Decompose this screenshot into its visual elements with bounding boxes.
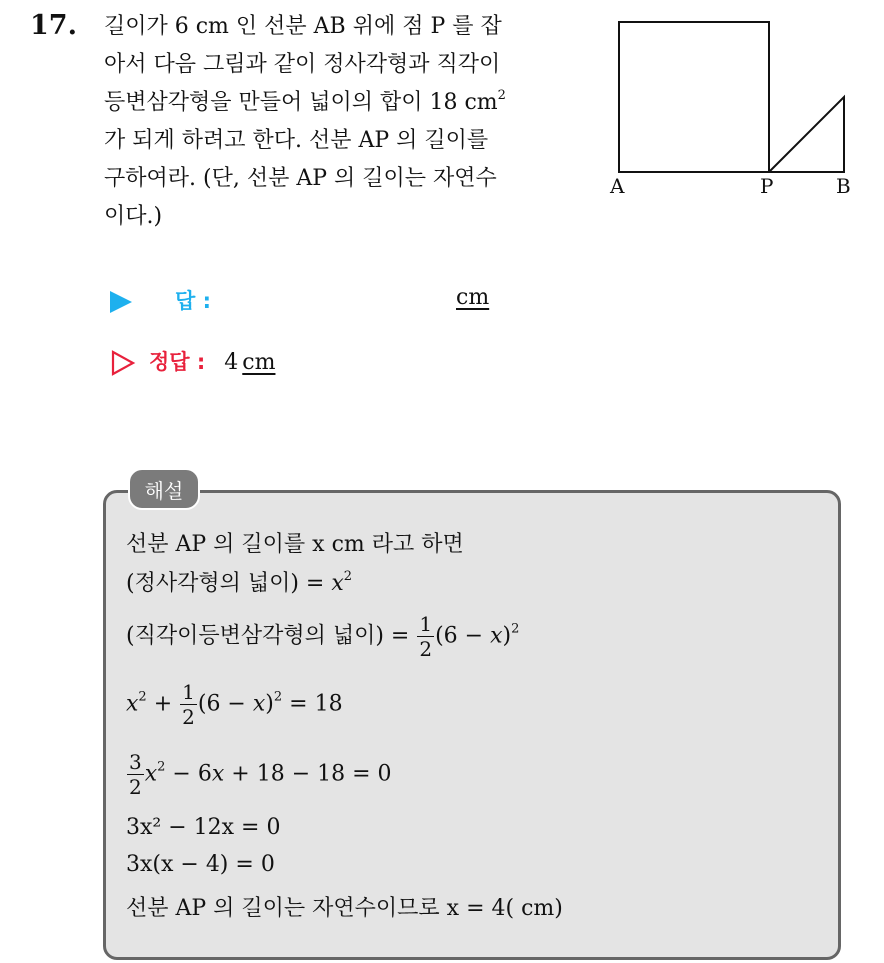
question-number: 17. — [30, 10, 77, 41]
question-line-3-text: 등변삼각형을 만들어 넓이의 합이 18 cm — [104, 90, 498, 115]
solution-tag: 해설 — [128, 468, 200, 510]
area-unit-superscript: 2 — [497, 88, 506, 103]
outline-triangle-icon — [110, 350, 136, 376]
solution-line-7: 3x(x − 4) = 0 — [126, 852, 275, 877]
correct-answer-value: 4 — [224, 350, 239, 375]
point-p-label: P — [760, 174, 774, 198]
question-line-4: 가 되게 하려고 한다. 선분 AP 의 길이를 — [104, 128, 489, 153]
play-triangle-icon — [110, 291, 132, 313]
question-line-5: 구하여라. (단, 선분 AP 의 길이는 자연수 — [104, 166, 497, 191]
fraction-three-halves: $\frac{3}{2}$ — [129, 750, 142, 799]
figure-drawing — [600, 12, 860, 177]
answer-row — [110, 285, 510, 315]
correct-answer-label: 정답 : — [149, 350, 206, 374]
point-b-label: B — [836, 174, 851, 198]
solution-line-4: $x^2$ + $\frac{1}{2}$ $(6 - x)^2 = 18$ — [126, 680, 343, 729]
question-line-2: 아서 다음 그림과 같이 정사각형과 직각이 — [104, 52, 501, 77]
solution-line-2-text: (정사각형의 넓이) = — [126, 571, 332, 596]
geometry-figure — [600, 12, 860, 198]
question-text — [104, 8, 584, 236]
answer-unit[interactable]: cm — [456, 285, 490, 310]
correct-answer-row — [110, 346, 275, 376]
fraction-half: $\frac{1}{2}$ — [419, 612, 433, 661]
solution-line-6: 3x² − 12x = 0 — [126, 815, 281, 840]
solution-line-3: (직각이등변삼각형의 넓이) = $\frac{1}{2}$ $(6 - x)^2$ — [126, 612, 520, 661]
solution-line-1: 선분 AP 의 길이를 x cm 라고 하면 — [126, 532, 464, 557]
square-shape — [619, 22, 769, 172]
point-a-label: A — [610, 174, 625, 198]
solution-line-2: (정사각형의 넓이) = $x^2$ — [126, 569, 353, 596]
fraction-half-2: $\frac{1}{2}$ — [182, 680, 195, 729]
solution-line-3-text: (직각이등변삼각형의 넓이) = — [126, 623, 417, 649]
solution-line-8: 선분 AP 의 길이는 자연수이므로 x = 4( cm) — [126, 896, 563, 921]
question-line-6: 이다.) — [104, 204, 163, 229]
correct-answer-unit: cm — [242, 350, 276, 375]
question-line-1: 길이가 6 cm 인 선분 AB 위에 점 P 를 잡 — [104, 14, 502, 39]
solution-line-5: $\frac{3}{2}$ $x^2 - 6x + 18 - 18 = 0$ — [129, 750, 392, 799]
question-line-3 — [104, 84, 584, 122]
answer-label: 답 : — [175, 289, 211, 313]
triangle-shape — [769, 97, 844, 172]
